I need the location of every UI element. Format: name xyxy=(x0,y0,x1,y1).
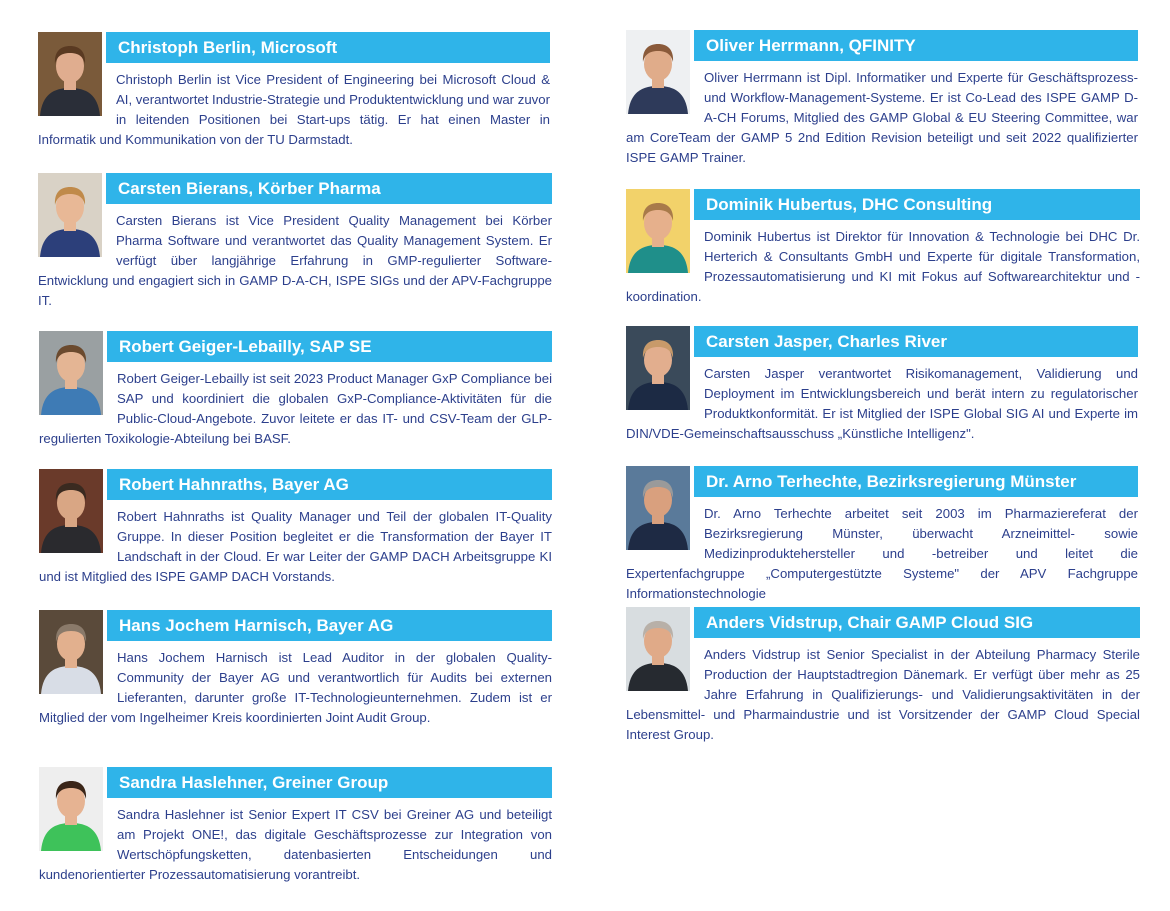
speaker-bio: Christoph Berlin ist Vice President of Engineering bei Microsoft Cloud & AI, verantwortet Industrie-Strategie und Produktentwicklung und war zuvor in leitenden Positionen bei Start-ups tätig. Er hat einen Master in Informatik und Kommunikation von der TU Darmstadt. xyxy=(38,72,550,147)
speaker-bio: Oliver Herrmann ist Dipl. Informatiker und Experte für Geschäftsprozess- und Workflow-Management-Systeme. Er ist Co-Lead des ISPE GAMP D-A-CH Forums, Mitglied des GAMP Global & EU Steering Committee, war am CoreTeam der GAMP 5 2nd Edition Revision beteiligt und seit 2022 qualifizierter ISPE GAMP Trainer. xyxy=(626,70,1138,165)
speaker-name: Robert Hahnraths, Bayer AG xyxy=(107,469,552,500)
speaker-name: Carsten Bierans, Körber Pharma xyxy=(106,173,552,204)
speaker-name: Oliver Herrmann, QFINITY xyxy=(694,30,1138,61)
speaker-name: Anders Vidstrup, Chair GAMP Cloud SIG xyxy=(694,607,1140,638)
speaker-bio: Robert Hahnraths ist Quality Manager und Teil der globalen IT-Quality Gruppe. In dieser Position begleitet er die Transformation der Bayer IT Landschaft in der Cloud. Er war Leiter der GAMP DACH Arbeitsgruppe KI und ist Mitglied des ISPE GAMP DACH Vorstands. xyxy=(39,509,552,584)
speaker-name: Hans Jochem Harnisch, Bayer AG xyxy=(107,610,552,641)
speaker-bio: Sandra Haslehner ist Senior Expert IT CSV bei Greiner AG und beteiligt am Projekt ONE!, das digitale Geschäftsprozesse zur Integration von Wertschöpfungsketten, datenbasierten Entscheidungen und kundenorientierter Prozessautomatisierung vorantreibt. xyxy=(39,807,552,882)
speaker-name: Robert Geiger-Lebailly, SAP SE xyxy=(107,331,552,362)
speaker-bio: Dominik Hubertus ist Direktor für Innovation & Technologie bei DHC Dr. Herterich & Consultants GmbH und Experte für digitale Transformation, Prozessautomatisierung und KI mit Fokus auf Softwarearchitektur und -koordination. xyxy=(626,229,1140,304)
speaker-name: Sandra Haslehner, Greiner Group xyxy=(107,767,552,798)
speaker-bio: Carsten Bierans ist Vice President Quality Management bei Körber Pharma Software und verantwortet das Quality Management System. Er verfügt über langjährige Erfahrung in GMP-regulierter Software-Entwicklung und engagiert sich in GAMP D-A-CH, ISPE SIGs und der APV-Fachgruppe IT. xyxy=(38,213,552,308)
speaker-bio: Hans Jochem Harnisch ist Lead Auditor in der globalen Quality-Community der Bayer AG und verantwortlich für Audits bei externen Lieferanten, darunter große IT-Technologieunternehmen. Zudem ist er Mitglied der vom Ingelheimer Kreis koordinierten Joint Audit Group. xyxy=(39,650,552,725)
speaker-name: Dr. Arno Terhechte, Bezirksregierung Münster xyxy=(694,466,1138,497)
speaker-bio: Robert Geiger-Lebailly ist seit 2023 Product Manager GxP Compliance bei SAP und koordiniert die globalen GxP-Compliance-Aktivitäten für die Public-Cloud-Angebote. Zuvor leitete er das IT- und CSV-Team der GLP-regulierten Toxikologie-Abteilung bei BASF. xyxy=(39,371,552,446)
speaker-bio: Anders Vidstrup ist Senior Specialist in der Abteilung Pharmacy Sterile Production der Hauptstadtregion Dänemark. Er verfügt über mehr as 25 Jahre Erfahrung in Qualifizierungs- und Validierungsaktivitäten in der Lebensmittel- und Pharmaindustrie und ist Vorsitzender der GAMP Cloud Special Interest Group. xyxy=(626,647,1140,742)
speaker-bio: Carsten Jasper verantwortet Risikomanagement, Validierung und Deployment im Entwicklungsbereich und berät intern zu regulatorischer Produktkonformität. Er ist Mitglied der ISPE Global SIG AI und Experte im DIN/VDE-Gemeinschaftsausschuss „Künstliche Intelligenz". xyxy=(626,366,1138,441)
speaker-bio: Dr. Arno Terhechte arbeitet seit 2003 im Pharmaziereferat der Bezirksregierung Münster, überwacht Arzneimittel- sowie Medizinproduktehersteller und -betreiber und leitet die Expertenfachgruppe „Computergestützte Systeme" der APV Fachgruppe Informationstechnologie xyxy=(626,506,1138,601)
speaker-name: Dominik Hubertus, DHC Consulting xyxy=(694,189,1140,220)
speaker-name: Christoph Berlin, Microsoft xyxy=(106,32,550,63)
speaker-name: Carsten Jasper, Charles River xyxy=(694,326,1138,357)
